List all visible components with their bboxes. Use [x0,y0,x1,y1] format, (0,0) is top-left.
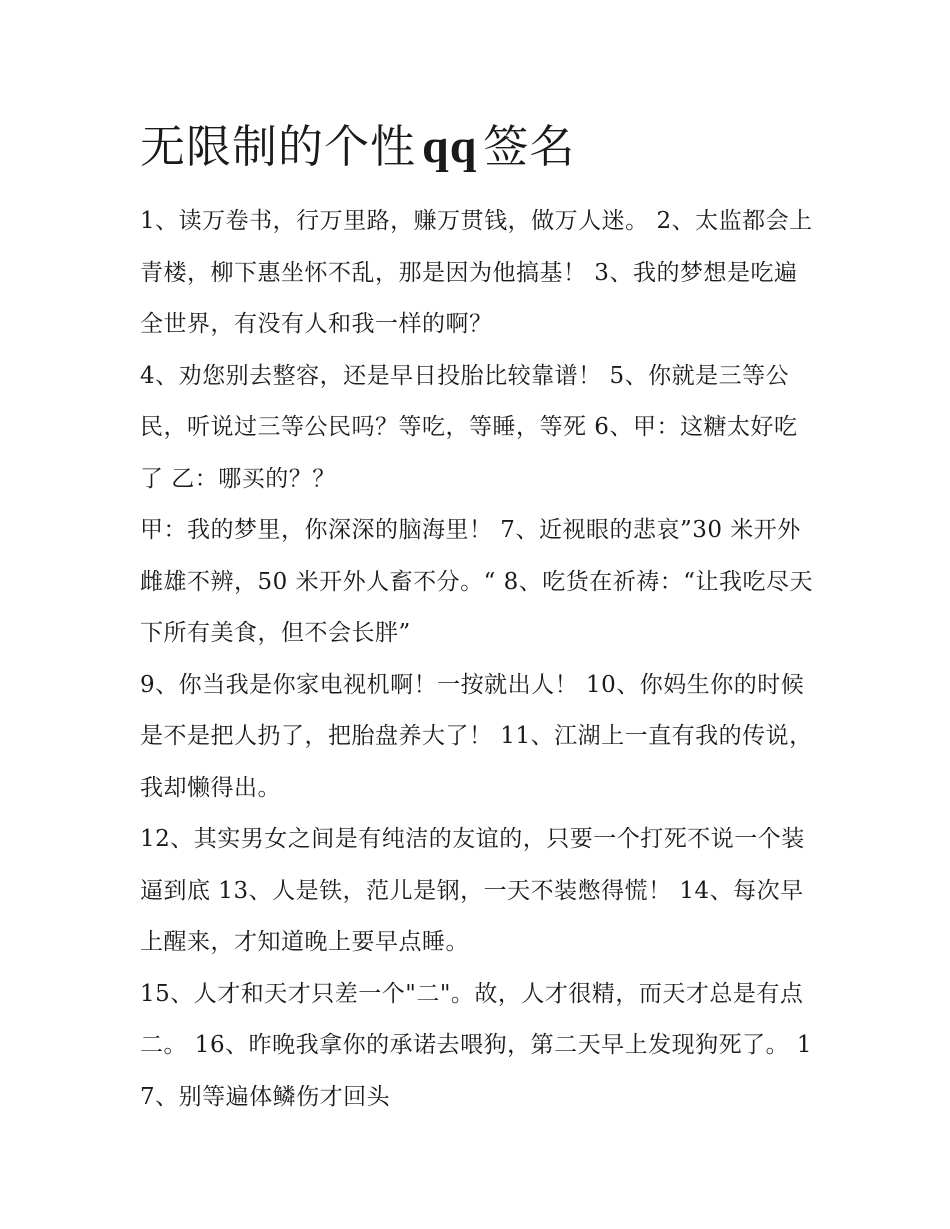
document-body [140,196,820,1123]
page-title [140,116,575,178]
title-prefix: 无限制的个性 [140,120,417,173]
paragraph: 甲：我的梦里，你深深的脑海里！ 7、近视眼的悲哀”30 米开外雌雄不辨，50 米开外人畜不分。“ 8、吃货在祈祷：“让我吃尽天下所有美食，但不会长胖” [140,517,814,646]
paragraph: 12、其实男女之间是有纯洁的友谊的，只要一个打死不说一个装逼到底 13、人是铁，范儿是钢，一天不装憋得慌！ 14、每次早上醒来，才知道晚上要早点睡。 [140,826,805,955]
paragraph: 9、你当我是你家电视机啊！一按就出人！ 10、你妈生你的时候是不是把人扔了，把胎盘养大了！ 11、江湖上一直有我的传说，我却懒得出。 [140,671,813,801]
title-qq: qq [422,120,478,173]
paragraph: 15、人才和天才只差一个"二"。故，人才很精，而天才总是有点二。 16、昨晚我拿你的承诺去喂狗，第二天早上发现狗死了。 17、别等遍体鳞伤才回头 [140,980,813,1110]
paragraph: 4、劝您别去整容，还是早日投胎比较靠谱！ 5、你就是三等公民，听说过三等公民吗？等吃，等睡，等死 6、甲：这糖太好吃了 乙：哪买的？？ [140,362,798,492]
paragraph: 1、读万卷书，行万里路，赚万贯钱，做万人迷。 2、太监都会上青楼，柳下惠坐怀不乱，那是因为他搞基！ 3、我的梦想是吃遍全世界，有没有人和我一样的啊？ [140,208,813,337]
title-suffix: 签名 [483,120,576,173]
